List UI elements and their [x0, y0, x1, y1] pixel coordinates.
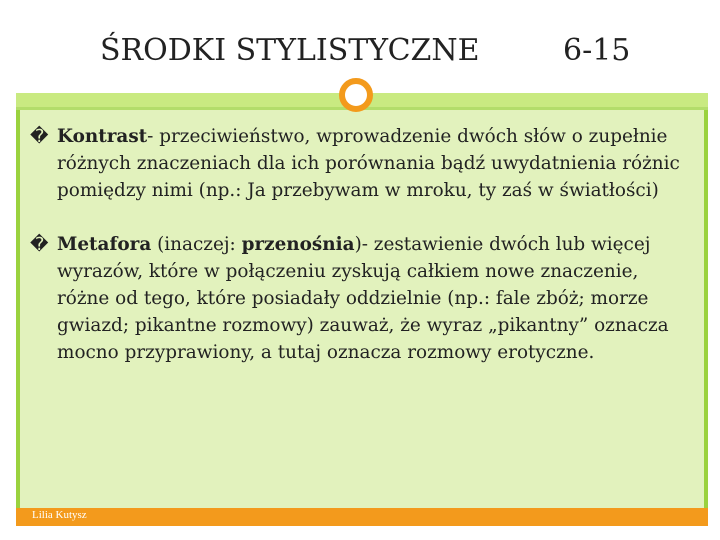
- footer-bar: [16, 508, 708, 526]
- footer-author: Lilia Kutysz: [32, 509, 87, 521]
- bullet-glyph-icon: �: [30, 126, 49, 147]
- term-kontrast: Kontrast: [57, 126, 148, 147]
- bullet-list: [30, 123, 692, 393]
- definition-metafora: )- zestawienie dwóch lub więcej wyrazów, które w połączeniu zyskują całkiem nowe znaczenie, różne od tego, które posiadały oddzielnie (np.: fale zbóż; morze gwiazd; pikantne rozmowy) zauważ, że wyraz „pikantny” oznacza mocno przyprawiony, a tutaj oznacza rozmowy erotyczne.: [57, 234, 669, 363]
- term-przenosnia: przenośnia: [241, 234, 355, 255]
- bullet-metafora: [30, 231, 692, 366]
- definition-kontrast: - przeciwieństwo, wprowadzenie dwóch słów o zupełnie różnych znaczeniach dla ich porównania bądź uwydatnienia różnic pomiędzy nimi (np.: Ja przebywam w mroku, ty zaś w światłości): [57, 126, 680, 201]
- term-metafora: Metafora: [57, 234, 152, 255]
- bullet-glyph-icon: �: [30, 234, 49, 255]
- slide-title: ŚRODKI STYLISTYCZNE: [100, 33, 480, 68]
- orange-ring-icon: [339, 78, 373, 112]
- bullet-kontrast: [30, 123, 692, 204]
- slide-number: 6-15: [563, 33, 631, 68]
- aside-prefix: (inaczej:: [151, 234, 242, 255]
